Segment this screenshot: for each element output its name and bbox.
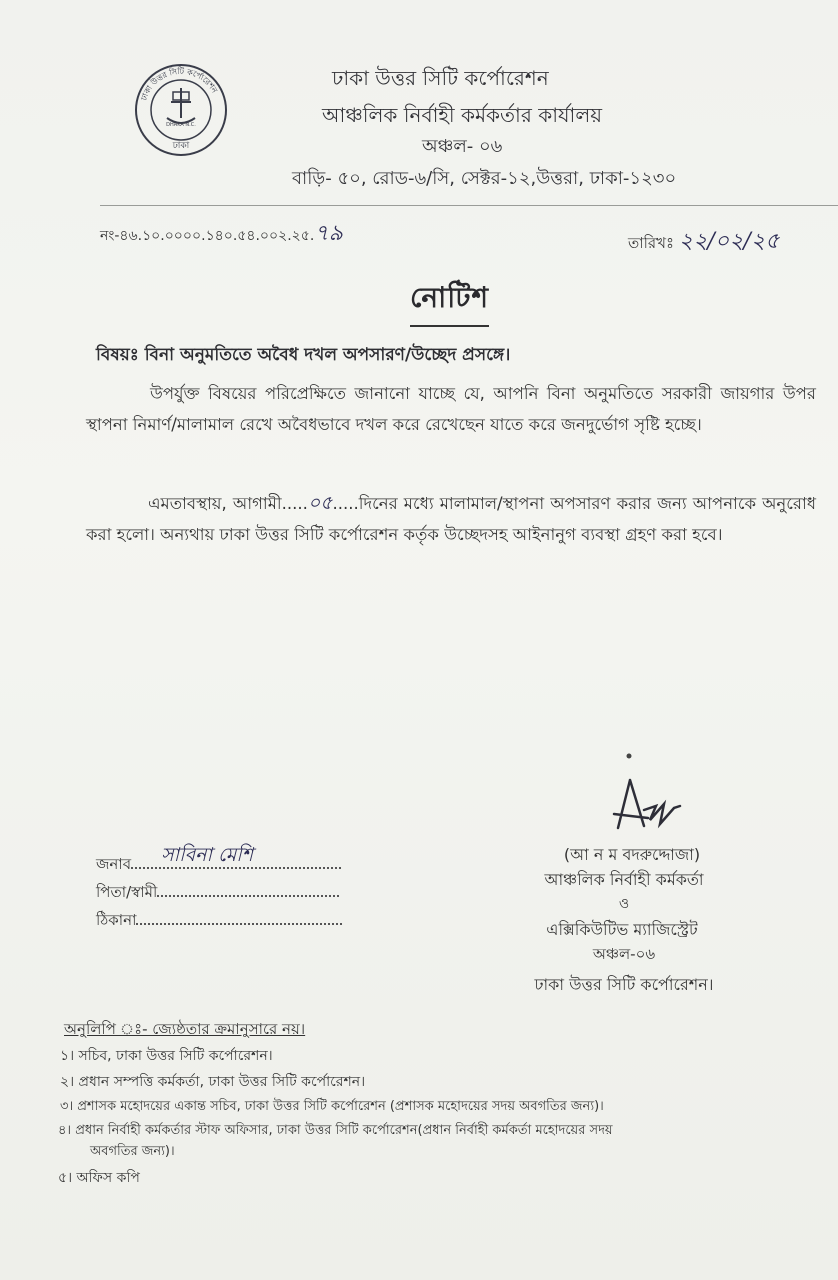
recipient-address-line (136, 909, 342, 925)
signatory-title-1: আঞ্চলিক নির্বাহী কর্মকর্তা (544, 870, 704, 889)
header-office-name: আঞ্চলিক নির্বাহী কর্মকর্তার কার্যালয় (322, 103, 603, 127)
copy-item-2: ২। প্রধান সম্পত্তি কর্মকর্তা, ঢাকা উত্তর সিটি কর্পোরেশন। (60, 1074, 366, 1090)
copy-item-4: ৪। প্রধান নির্বাহী কর্মকর্তার স্টাফ অফিসার, ঢাকা উত্তর সিটি কর্পোরেশন(প্রধান নির্বাহী কর্মকর্তা মহোদয়ের সদয় (58, 1123, 613, 1138)
date-label: তারিখঃ (628, 234, 674, 252)
signatory-name: (আ ন ম বদরুদ্দোজা) (563, 845, 701, 864)
para2-before: এমতাবস্থায়, আগামী..... (148, 494, 308, 513)
recipient-address-row (96, 909, 342, 934)
recipient-name-row (96, 844, 341, 878)
date-handwritten: ২২/০২/২৫ (678, 229, 780, 254)
svg-text:ঢাকা উত্তর সিটি কর্পোরেশন (139, 66, 219, 103)
city-corporation-seal (133, 62, 229, 158)
seal-bottom-text: ঢাকা (172, 141, 190, 151)
header-zone: অঞ্চল- ০৬ (422, 136, 503, 157)
recipient-name-label: জনাব (96, 855, 132, 873)
signatory-and: ও (618, 896, 630, 912)
recipient-father-row (96, 881, 339, 906)
recipient-father-line (157, 881, 339, 897)
header-org-name: ঢাকা উত্তর সিটি কর্পোরেশন (332, 66, 549, 90)
memo-number-prefix: নং-৪৬.১০.০০০০.১৪০.৫৪.০০২.২৫. (100, 228, 315, 244)
signatory-org: ঢাকা উত্তর সিটি কর্পোরেশন। (534, 975, 714, 994)
notice-subject: বিষয়ঃ বিনা অনুমতিতে অবৈধ দখল অপসারণ/উচ্ছেদ প্রসঙ্গে। (96, 345, 511, 365)
memo-number-handwritten: ৭৯ (314, 221, 343, 246)
signatory-title-2: এক্সিকিউটিভ ম্যাজিস্ট্রেট (546, 920, 698, 939)
signatory-zone: অঞ্চল-০৬ (592, 945, 656, 963)
para2-days-handwritten: ০৫ (307, 492, 333, 514)
memo-date (628, 224, 779, 261)
copy-item-1: ১। সচিব, ঢাকা উত্তর সিটি কর্পোরেশন। (60, 1048, 273, 1064)
seal-top-text: ঢাকা উত্তর সিটি কর্পোরেশন (139, 66, 220, 102)
notice-paragraph-2 (86, 488, 816, 550)
officer-signature (600, 748, 690, 838)
copy-item-5: ৫। অফিস কপি (58, 1170, 140, 1186)
copy-item-3: ৩। প্রশাসক মহোদয়ের একান্ত সচিব, ঢাকা উত্তর সিটি কর্পোরেশন (প্রশাসক মহোদয়ের সদয় অবগতির জন্য)। (60, 1099, 604, 1114)
header-address: বাড়ি- ৫০, রোড-৬/সি, সেক্টর-১২,উত্তরা, ঢাকা-১২৩০ (292, 168, 677, 189)
memo-number (100, 216, 343, 253)
copy-item-4-cont: অবগতির জন্য)। (90, 1144, 175, 1159)
copies-heading: অনুলিপি ঃ- জ্যেষ্ঠতার ক্রমানুসারে নয়। (64, 1020, 306, 1038)
recipient-address-label: ঠিকানা (96, 911, 137, 929)
notice-paragraph-1: উপর্যুক্ত বিষয়ের পরিপ্রেক্ষিতে জানানো যাচ্ছে যে, আপনি বিনা অনুমতিতে সরকারী জায়গার উপর স্থাপনা নিমার্ণ/মালামাল রেখে অবৈধভাবে দখল করে রেখেছেন যাতে করে জনদুর্ভোগ সৃষ্টি হচ্ছে। (86, 384, 816, 434)
recipient-father-label: পিতা/স্বামী (96, 883, 158, 901)
header-divider (100, 205, 838, 206)
recipient-name-handwritten: সাবিনা মেশি (161, 844, 253, 866)
notice-title: নোটিশ (410, 276, 489, 327)
seal-inner-text: DHAKA N.C. (166, 122, 196, 128)
para2-after: .....দিনের মধ্যে মালামাল/স্থাপনা অপসারণ করার জন্য আপনাকে অনুরোধ করা হলো। অন্যথায় ঢাকা উত্তর সিটি কর্পোরেশন কর্তৃক উচ্ছেদসহ আইনানুগ ব্যবস্থা গ্রহণ করা হবে। (86, 494, 817, 544)
